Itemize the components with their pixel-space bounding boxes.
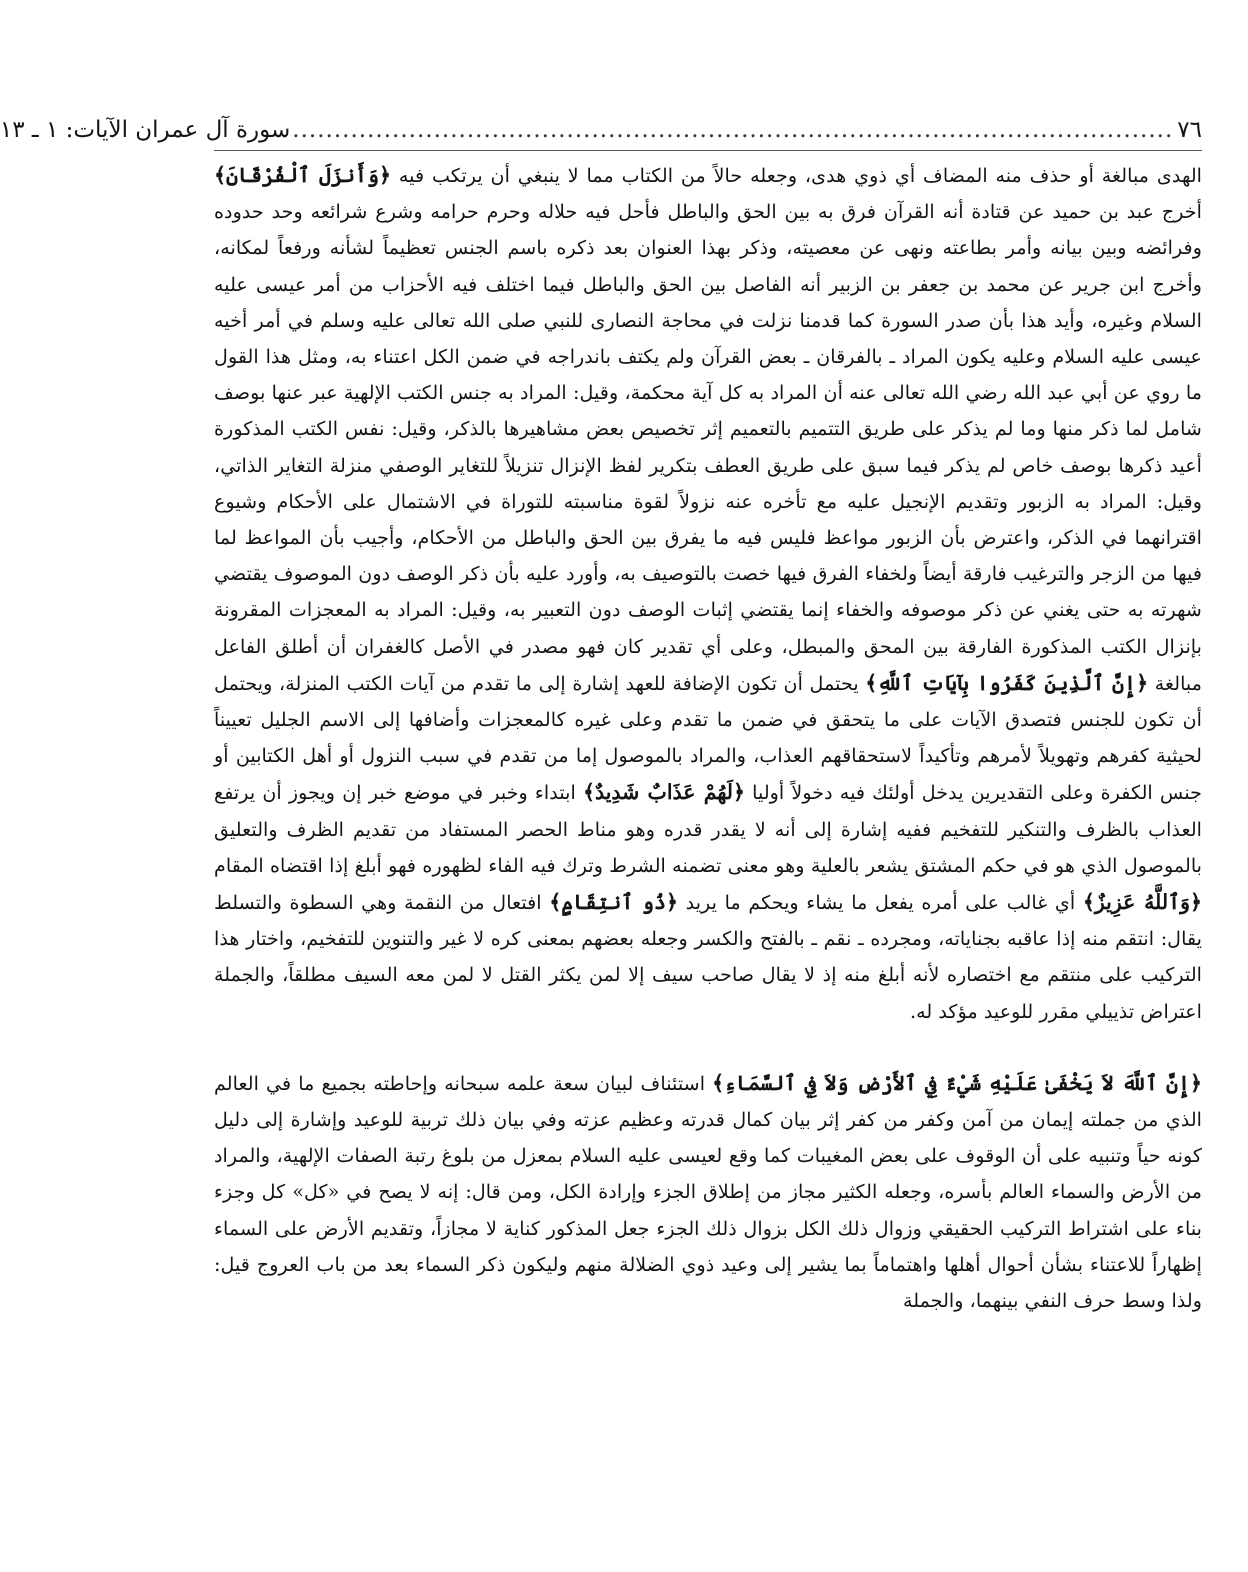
quran-verse: ﴿ذُو ٱنتِقَامٍ﴾: [549, 890, 679, 915]
quran-verse: ﴿لَهُمْ عَذَابٌ شَدِيدٌ﴾: [582, 780, 746, 805]
paragraph-text: أخرج عبد بن حميد عن قتادة أنه القرآن فرق به بين الحق والباطل فأحل فيه حلاله وحرم حرامه وشرع شرائعه وحد حدوده وفرائضه وبين بيانه وأمر بطاعته ونهى عن معصيته، وذكر بهذا العنوان بعد ذكره باسم الجنس تعظيماً لشأنه ورفعاً لمكانه، وأخرج ابن جرير عن محمد بن جعفر بن الزبير أنه الفاصل بين الحق والباطل فيما اختلف فيه الأحزاب من أمر عيسى عليه السلام وغيره، وأيد هذا بأن صدر السورة كما قدمنا نزلت في محاجة النصارى للنبي صلى الله تعالى عليه وسلم في أمر أخيه عيسى عليه السلام وعليه يكون المراد ـ بالفرقان ـ بعض القرآن ولم يكتف باندراجه في ضمن الكل اعتناء به، ومثل هذا القول ما روي عن أبي عبد الله رضي الله تعالى عنه أن المراد به كل آية محكمة، وقيل: المراد به جنس الكتب الإلهية عبر عنها بوصف شامل لما ذكر منها وما لم يذكر على طريق التتميم بالتعميم إثر تخصيص بعض مشاهيرها بالذكر، وقيل: نفس الكتب المذكورة أعيد ذكرها بوصف خاص لم يذكر فيما سبق على طريق العطف بتكرير لفظ الإنزال تنزيلاً للتغاير الوصفي منزلة التغاير الذاتي، وقيل: المراد به الزبور وتقديم الإنجيل عليه مع تأخره عنه نزولاً لقوة مناسبته للتوراة في الاشتمال على الأحكام وشيوع اقترانهما في الذكر، واعترض بأن الزبور مواعظ فليس فيه ما يفرق بين الحق والباطل من الأحكام، وأجيب بأن المواعظ لما فيها من الزجر والترغيب فارقة أيضاً ولخفاء الفرق فيها خصت بالتوصيف به، وأورد عليه بأن ذكر الوصف دون الموصوف يقتضي شهرته به حتى يغني عن ذكر موصوفه والخفاء إنما يقتضي إثبات الوصف دون التعبير به، وقيل: المراد به المعجزات المقرونة بإنزال الكتب المذكورة الفارقة بين المحق والمبطل، وعلى أي تقدير كان فهو مصدر في الأصل كالغفران أن أطلق الفاعل مبالغة: [214, 200, 1203, 695]
running-header-title: سورة آل عمران الآيات: ١ ـ ١٣: [0, 117, 291, 143]
commentary-paragraph-1: [214, 157, 1202, 1030]
quran-verse: ﴿إِنَّ ٱللَّهَ لاَ يَخْفَىٰ عَلَيْهِ شَيْءٌ فِي ٱلأَرْضِ وَلاَ فِي ٱلسَّمَاءِ﴾: [712, 1070, 1202, 1095]
running-header: [0, 112, 1202, 148]
quran-verse: ﴿وَٱللَّهُ عَزِيزٌ﴾: [1082, 890, 1203, 915]
paragraph-text: يحتمل أن تكون الإضافة للعهد إشارة إلى ما تقدم من آيات الكتب المنزلة، ويحتمل أن تكون للجنس فتصدق الآيات على ما يتحقق في ضمن ما تقدم وعلى غيره كالمعجزات وأضافها إلى الاسم الجليل تعييناً لحيثية كفرهم وتهويلاً لأمرهم وتأكيداً لاستحقاقهم العذاب، والمراد بالموصول إما من تقدم في سبب النزول أو أهل الكتابين أو جنس الكفرة وعلى التقديرين يدخل أولئك فيه دخولاً أوليا: [214, 671, 1202, 805]
header-rule: [214, 150, 1202, 151]
quran-verse: ﴿وَأَنزَلَ ٱلْفُرْقَانَ﴾: [214, 163, 392, 187]
paragraph-text: استئناف لبيان سعة علمه سبحانه وإحاطته بجميع ما في العالم الذي من جملته إيمان من آمن وكفر من كفر إثر بيان كمال قدرته وعظيم عزته وفي بيان ذلك تربية للوعيد وإشارة إلى دليل كونه حياً وتنبيه على أن الوقوف على بعض المغيبات كما وقع لعيسى عليه السلام بمعزل من بلوغ رتبة الصفات الإلهية، والمراد من الأرض والسماء العالم بأسره، وجعله الكثير مجاز من إطلاق الجزء وإرادة الكل، ومن قال: إنه لا يصح في «كل» كل وجزء بناء على اشتراط التركيب الحقيقي وزوال ذلك الكل بزوال ذلك الجزء جعل المذكور كناية لا مجازاً، وتقديم الأرض على السماء إظهاراً للاعتناء بشأن أحوال أهلها واهتماماً بما يشير إلى وعيد ذوي الضلالة منهم وليكون ذكر السماء بعد من باب العروج قيل: ولذا وسط حرف النفي بينهما، والجملة: [214, 1071, 1202, 1313]
page-number: ٧٦: [1177, 117, 1202, 143]
document-page: [0, 112, 1203, 1572]
quran-verse: ﴿إِنَّ ٱلَّذِينَ كَفَرُوا بِآيَاتِ ٱللَّهِ﴾: [865, 670, 1149, 695]
paragraph-text: افتعال من النقمة وهي السطوة والتسلط يقال: انتقم منه إذا عاقبه بجناياته، ومجرده ـ نقم ـ بالفتح والكسر وجعله بعضهم بمعنى كره لا غير والتنوين للتفخيم، واختار هذا التركيب على منتقم مع اختصاره لأنه أبلغ منه إذ لا يقال صاحب سيف إلا لمن يكثر القتل لا لمن معه السيف مطلقاً، والجملة اعتراض تذييلي مقرر للوعيد مؤكد له.: [214, 891, 1202, 1023]
paragraph-text: ابتداء وخبر في موضع خبر إن ويجوز أن يرتفع العذاب بالظرف والتنكير للتفخيم ففيه إشارة إلى أنه لا يقدر قدره وهو مناط الحصر المستفاد من تقديم الظرف والتعليق بالموصول الذي هو في حكم المشتق يشعر بالعلية وهو معنى تضمنه الشرط وترك فيه الفاء لظهوره فهو أبلغ إذا اقتضاه المقام: [214, 781, 1202, 877]
paragraph-text: الهدى مبالغة أو حذف منه المضاف أي ذوي هدى، وجعله حالاً من الكتاب مما لا ينبغي أن يرتكب فيه: [391, 164, 1203, 187]
paragraph-text: أي غالب على أمره يفعل ما يشاء ويحكم ما يريد: [678, 891, 1083, 915]
commentary-paragraph-2: [214, 1065, 1202, 1319]
paragraph-gap: [214, 1030, 1202, 1065]
leader-dots: ..........................................................................................................: [292, 117, 1174, 143]
